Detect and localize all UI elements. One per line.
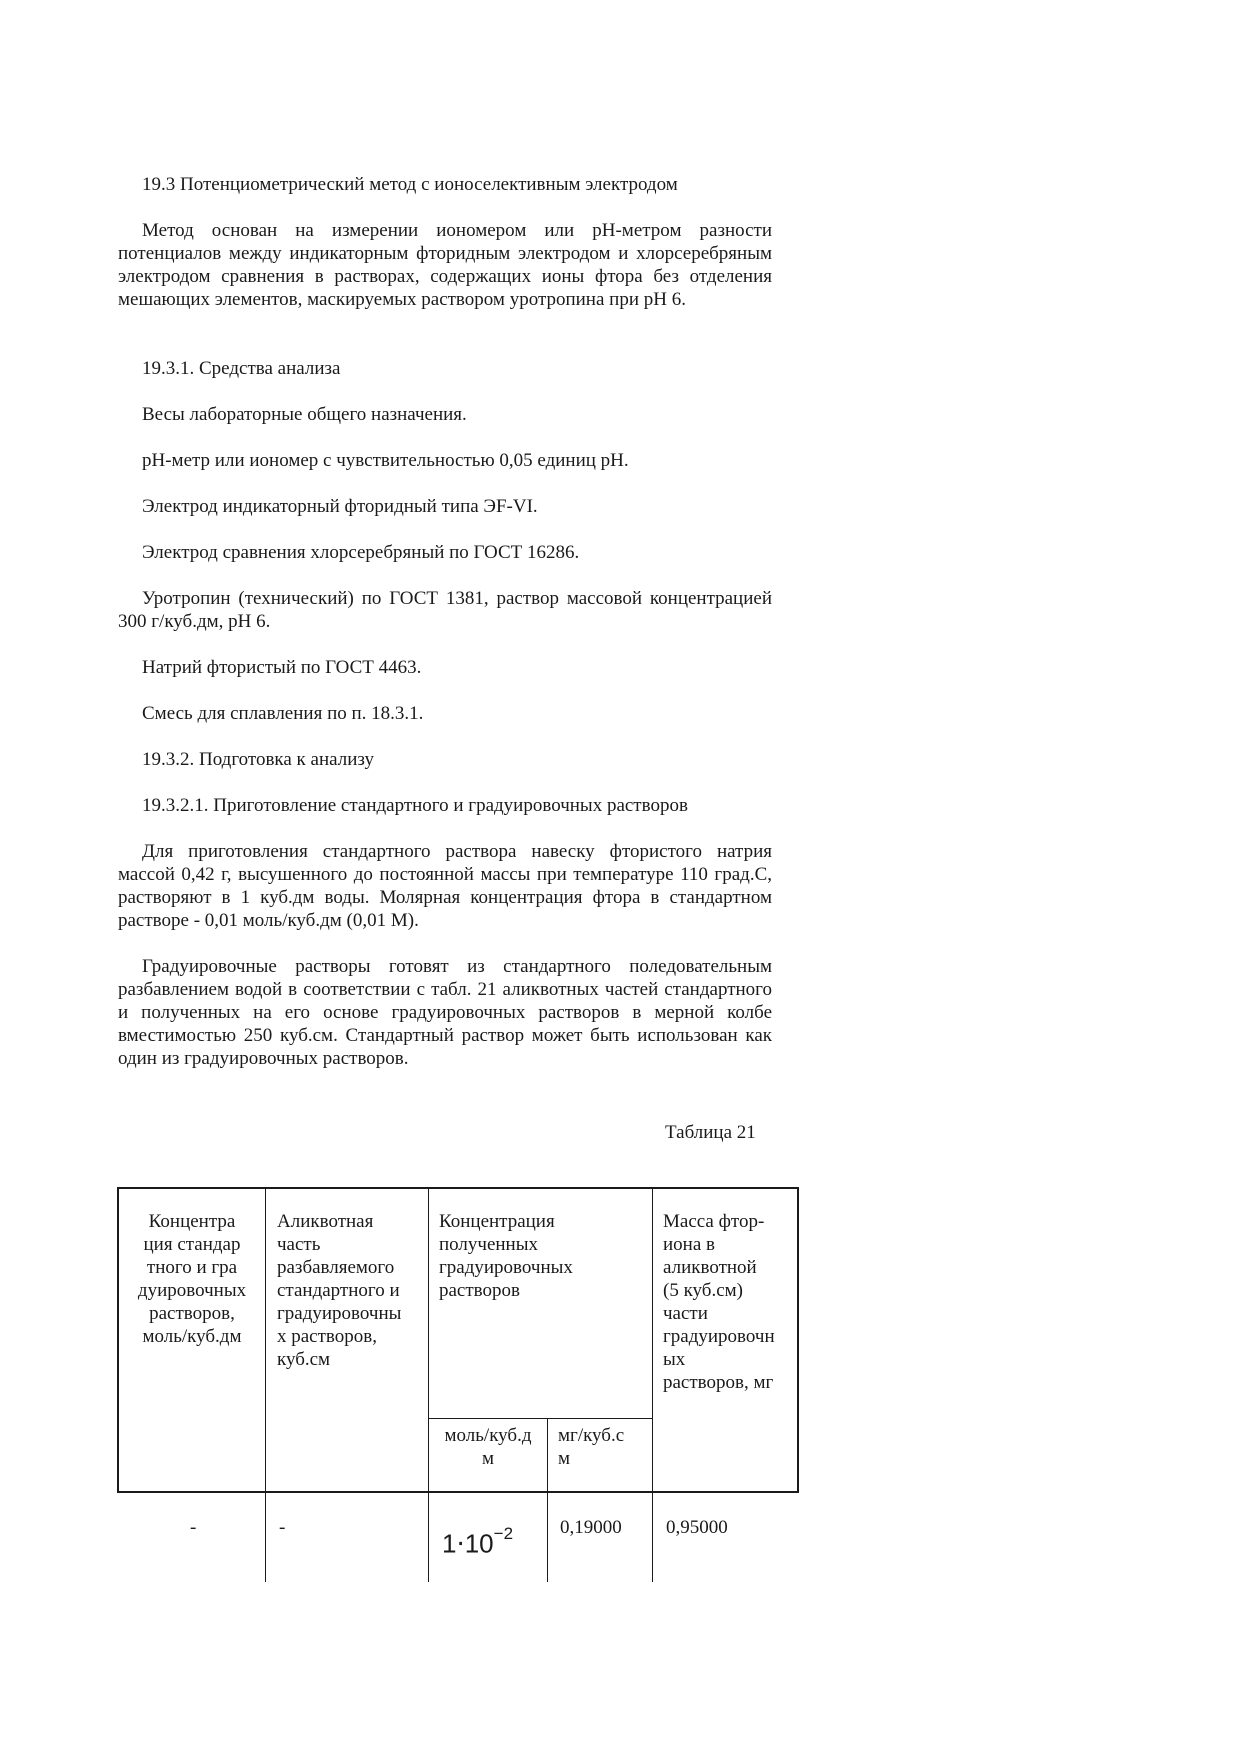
means-item: Электрод сравнения хлорсеребряный по ГОСТ 16286. bbox=[142, 542, 580, 563]
header-line: м bbox=[558, 1448, 571, 1469]
prep-heading: 19.3.2. Подготовка к анализу bbox=[142, 749, 374, 770]
table-col-divider bbox=[428, 1187, 429, 1582]
means-item: Уротропин (технический) по ГОСТ 1381, раствор массовой концентрацией 300 г/куб.дм, рН 6. bbox=[118, 588, 772, 632]
prep-subheading: 19.3.2.1. Приготовление стандартного и градуировочных растворов bbox=[142, 795, 688, 816]
table-header-col2 bbox=[277, 1210, 427, 1371]
header-line: градуировочн bbox=[663, 1326, 775, 1347]
header-line: моль/куб.д bbox=[444, 1425, 532, 1446]
table-caption: Таблица 21 bbox=[665, 1122, 756, 1143]
means-item: Натрий фтористый по ГОСТ 4463. bbox=[142, 657, 422, 678]
header-line: аликвотной bbox=[663, 1257, 757, 1278]
header-line: градуировочных bbox=[439, 1257, 573, 1278]
header-line: Концентра bbox=[148, 1211, 236, 1232]
header-line: растворов, мг bbox=[663, 1372, 774, 1393]
table-cell: 0,95000 bbox=[666, 1517, 728, 1538]
table-subheader-mg bbox=[558, 1424, 650, 1470]
table-header-col1 bbox=[120, 1210, 264, 1348]
table-cell-exponent bbox=[442, 1523, 513, 1559]
table-subheader-divider bbox=[428, 1418, 653, 1419]
header-line: тного и гра bbox=[146, 1257, 238, 1278]
header-line: растворов bbox=[439, 1280, 520, 1301]
means-item: Электрод индикаторный фторидный типа ЭF-VI. bbox=[142, 496, 538, 517]
means-heading: 19.3.1. Средства анализа bbox=[142, 358, 341, 379]
table-header-col3 bbox=[439, 1210, 649, 1302]
table-cell: - bbox=[190, 1517, 197, 1538]
intro-paragraph: Метод основан на измерении иономером или рН-метром разности потенциалов между индикаторным фторидным электродом и хлорсеребряным электродом сравнения в растворах, содержащих ионы фтора без отделения мешающих элементов, маскируемых раствором уротропина при рН 6. bbox=[118, 220, 772, 310]
section-title: 19.3 Потенциометрический метод с ионоселективным электродом bbox=[142, 174, 678, 195]
table-border-right bbox=[797, 1187, 799, 1493]
header-line: растворов, bbox=[149, 1303, 235, 1324]
header-line: дуировочных bbox=[137, 1280, 247, 1301]
header-line: части bbox=[663, 1303, 708, 1324]
exponent-base: 1⋅10 bbox=[442, 1528, 494, 1559]
header-line: стандартного и bbox=[277, 1280, 400, 1301]
header-line: куб.см bbox=[277, 1349, 331, 1370]
header-line: м bbox=[481, 1448, 495, 1469]
means-item: рН-метр или иономер с чувствительностью 0,05 единиц рН. bbox=[142, 450, 629, 471]
header-line: Аликвотная bbox=[277, 1211, 374, 1232]
table-col-divider bbox=[652, 1187, 653, 1582]
table-col-divider bbox=[547, 1418, 548, 1582]
header-line: мг/куб.с bbox=[558, 1425, 625, 1446]
table-header-col4 bbox=[663, 1210, 795, 1394]
means-item: Весы лабораторные общего назначения. bbox=[142, 404, 467, 425]
header-line: ция стандар bbox=[143, 1234, 241, 1255]
header-line: полученных bbox=[439, 1234, 538, 1255]
table-header-bottom bbox=[117, 1491, 799, 1493]
table-cell: - bbox=[279, 1517, 286, 1538]
header-line: ых bbox=[663, 1349, 686, 1370]
means-item: Смесь для сплавления по п. 18.3.1. bbox=[142, 703, 424, 724]
header-line: Масса фтор- bbox=[663, 1211, 765, 1232]
table-cell: 0,19000 bbox=[560, 1517, 622, 1538]
header-line: иона в bbox=[663, 1234, 715, 1255]
header-line: Концентрация bbox=[439, 1211, 555, 1232]
header-line: моль/куб.дм bbox=[142, 1326, 242, 1347]
table-border-left bbox=[117, 1187, 119, 1493]
header-line: (5 куб.см) bbox=[663, 1280, 743, 1301]
header-line: часть bbox=[277, 1234, 321, 1255]
table-subheader-mol bbox=[431, 1424, 545, 1470]
prep-paragraph-2: Градуировочные растворы готовят из стандартного поледовательным разбавлением водой в соответствии с табл. 21 аликвотных частей стандартного и полученных на его основе градуировочных растворов в мерной колбе вместимостью 250 куб.см. Стандартный раствор может быть использован как один из градуировочных растворов. bbox=[118, 956, 772, 1069]
table-col-divider bbox=[265, 1187, 266, 1582]
table-border-top bbox=[117, 1187, 799, 1189]
header-line: разбавляемого bbox=[277, 1257, 395, 1278]
prep-paragraph-1: Для приготовления стандартного раствора навеску фтористого натрия массой 0,42 г, высушенного до постоянной массы при температуре 110 град.С, растворяют в 1 куб.дм воды. Молярная концентрация фтора в стандартном растворе - 0,01 моль/куб.дм (0,01 М). bbox=[118, 841, 772, 931]
header-line: х растворов, bbox=[277, 1326, 377, 1347]
header-line: градуировочны bbox=[277, 1303, 402, 1324]
exponent-power: −2 bbox=[493, 1524, 514, 1543]
